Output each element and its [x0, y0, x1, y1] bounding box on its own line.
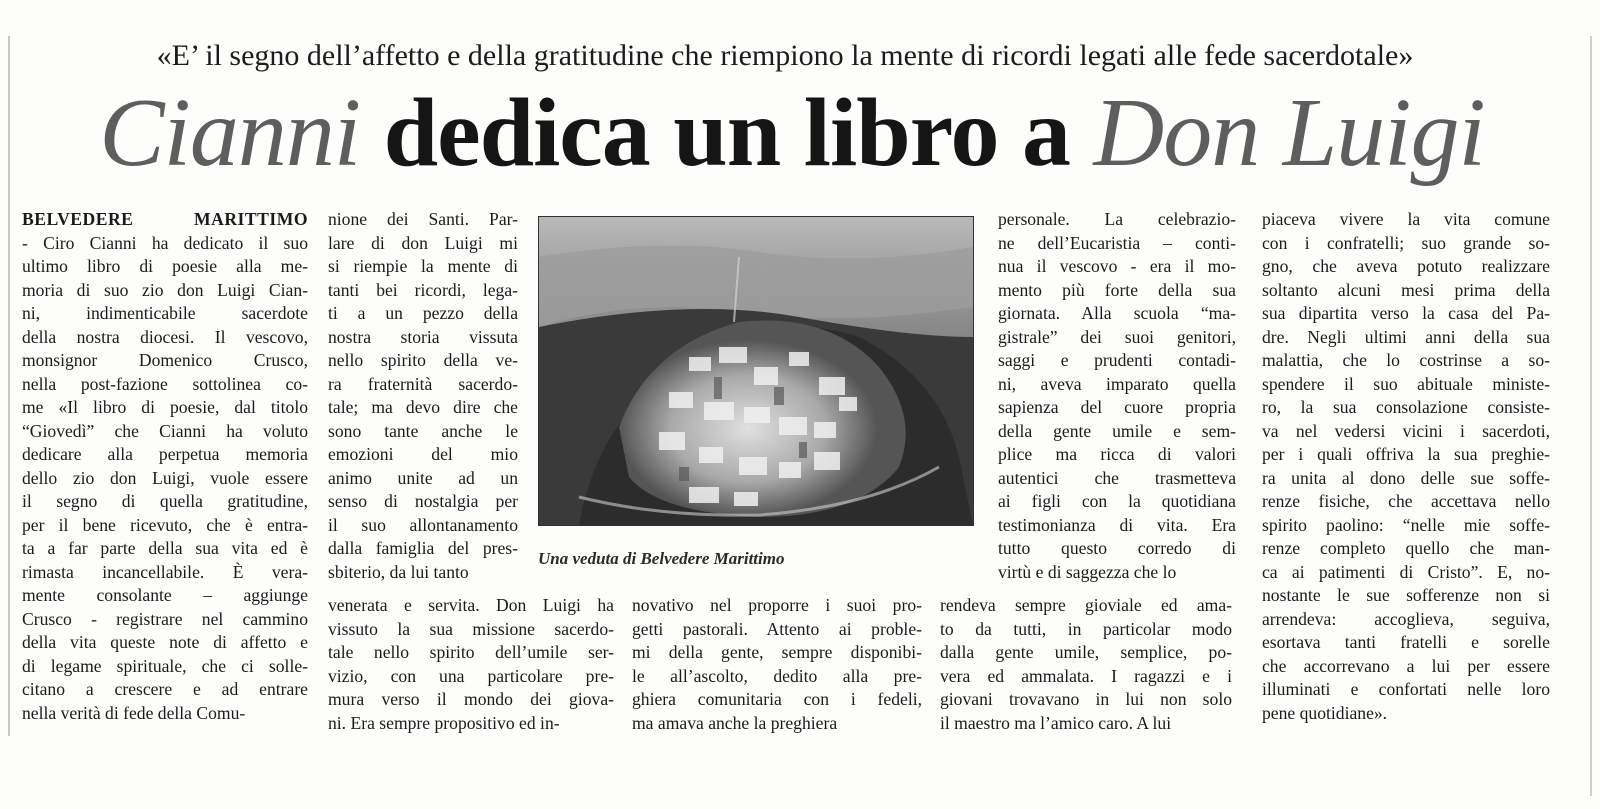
text-line: dedicare alla perpetua memoria: [22, 444, 308, 464]
text-line: il maestro ma l’amico caro. A lui: [940, 712, 1172, 733]
text-line: ma amava anche la preghiera: [632, 712, 838, 733]
text-line: nione dei Santi. Par-: [328, 209, 518, 229]
text-line: tale nello spirito dell’umile ser-: [328, 642, 614, 662]
text-line: illuminati e confortati nelle loro: [1262, 679, 1550, 699]
text-line: ti a un pezzo della: [328, 303, 518, 323]
text-line: della vita queste note di affetto e: [22, 632, 308, 652]
text-line: getti pastorali. Attento ai proble-: [632, 618, 922, 639]
text-line: animo unite ad un: [328, 467, 518, 488]
text-line: lare di don Luigi mi: [328, 232, 518, 253]
text-line: dalla gente umile, semplice, po-: [940, 642, 1232, 662]
text-line: ai figli con la quotidiana: [998, 491, 1236, 511]
article-column-2-bottom: [328, 594, 614, 735]
text-line: di legame spirituale, che ci solle-: [22, 655, 308, 676]
article-column-3-bottom: [632, 594, 922, 735]
text-line: dalla famiglia del pres-: [328, 538, 518, 558]
text-line: rimasta incancellabile. È vera-: [22, 561, 308, 582]
article-column-4-top: [998, 208, 1236, 584]
text-line: ra fraternità sacerdo-: [328, 373, 518, 394]
text-line: della gente umile e sem-: [998, 420, 1236, 441]
text-line: senso di nostalgia per: [328, 491, 518, 511]
text-line: tale; ma devo dire che: [328, 397, 518, 417]
text-line: nello spirito della ve-: [328, 350, 518, 370]
text-line: malattia, che lo costrinse a so-: [1262, 350, 1550, 370]
town-photo-illustration: [539, 217, 973, 525]
text-line: il suo allontanamento: [328, 514, 518, 535]
clipping-left-edge: [8, 36, 10, 736]
text-line: esortava tanti fratelli e sorelle: [1262, 632, 1550, 652]
text-line: nostra storia vissuta: [328, 326, 518, 347]
text-line: gistrale” dei suoi genitori,: [998, 326, 1236, 347]
text-line: tutto questo corredo di: [998, 538, 1236, 558]
text-line: me «Il libro di poesie, dal titolo: [22, 397, 308, 417]
text-line: le all’ascolto, dedito alla pre-: [632, 665, 922, 686]
text-line: tanti bei ricordi, lega-: [328, 279, 518, 300]
text-line: vizio, con una particolare pre-: [328, 665, 614, 686]
text-line: il segno di quella gratitudine,: [22, 491, 308, 511]
text-line: ni. Era sempre propositivo ed in-: [328, 712, 560, 733]
text-line: arrendeva: accoglieva, seguiva,: [1262, 608, 1550, 629]
text-line: plice ma ricca di valori: [998, 444, 1236, 464]
text-line: giornata. Alla scuola “ma-: [998, 303, 1236, 323]
text-line: vera ed ammalata. I ragazzi e i: [940, 665, 1232, 686]
text-line: mura verso il mondo dei giova-: [328, 689, 614, 709]
text-line: soltanto alcuni mesi prima della: [1262, 279, 1550, 300]
text-line: to da tutti, in particolar modo: [940, 618, 1232, 639]
text-line: ghiera comunitaria con i fedeli,: [632, 689, 922, 709]
text-line: ta a far parte della sua vita ed è: [22, 538, 308, 558]
text-line: dre. Negli ultimi anni della sua: [1262, 326, 1550, 347]
photo-caption: Una veduta di Belvedere Marittimo: [538, 549, 785, 568]
text-line: - Ciro Cianni ha dedicato il suo: [22, 232, 308, 253]
text-line: vissuto la sua missione sacerdo-: [328, 618, 614, 639]
text-line: nostante le sue sofferenze non si: [1262, 585, 1550, 605]
text-line: sbiterio, da lui tanto: [328, 561, 469, 582]
headline-name-cianni: Cianni: [99, 79, 361, 187]
text-line: renze fisiche, che accettava nello: [1262, 491, 1550, 511]
clipping-right-edge: [1590, 36, 1592, 796]
text-line: venerata e servita. Don Luigi ha: [328, 595, 614, 615]
text-line: BELVEDERE MARITTIMO: [22, 209, 308, 229]
text-line: novativo nel proporre i suoi pro-: [632, 595, 922, 615]
headline-name-don-luigi: Don Luigi: [1093, 79, 1485, 187]
text-line: giovani trovavano in lui non solo: [940, 689, 1232, 709]
text-line: citano a crescere e ad entrare: [22, 679, 308, 699]
text-line: sua dipartita verso la casa del Pa-: [1262, 303, 1550, 323]
article-column-1: [22, 208, 308, 725]
text-line: virtù e di saggezza che lo: [998, 561, 1177, 582]
text-line: per il bene ricevuto, che è entra-: [22, 514, 308, 535]
article-kicker: «E’ il segno dell’affetto e della gratitudine che riempiono la mente di ricordi legati alle fede sacerdotale»: [156, 39, 1414, 72]
text-line: saggi e prudenti contadi-: [998, 350, 1236, 370]
text-line: sono tante anche le: [328, 420, 518, 441]
text-line: testimonianza di vita. Era: [998, 514, 1236, 535]
text-line: personale. La celebrazio-: [998, 209, 1236, 229]
text-line: ni, aveva imparato quella: [998, 373, 1236, 394]
aerial-town-photo: [538, 216, 974, 526]
article-column-2-top: [328, 208, 518, 584]
text-line: ne dell’Eucaristia – conti-: [998, 232, 1236, 253]
text-line: rendeva sempre gioviale ed ama-: [940, 595, 1232, 615]
text-line: gno, che aveva potuto realizzare: [1262, 256, 1550, 276]
text-line: mi della gente, sempre disponibi-: [632, 642, 922, 662]
text-line: spirito paolino: “nelle mie soffe-: [1262, 514, 1550, 535]
article-column-4-bottom: [940, 594, 1232, 735]
text-line: autentici che trasmetteva: [998, 467, 1236, 488]
article-headline: [14, 74, 1570, 192]
text-line: ra unita al dono delle sue soffe-: [1262, 467, 1550, 488]
text-line: sapienza del cuore propria: [998, 397, 1236, 417]
text-line: si riempie la mente di: [328, 256, 518, 276]
text-line: Crusco - registrare nel cammino: [22, 608, 308, 629]
text-line: piaceva vivere la vita comune: [1262, 209, 1550, 229]
text-line: ro, la sua consolazione consiste-: [1262, 397, 1550, 417]
text-line: “Giovedì” che Cianni ha voluto: [22, 420, 308, 441]
headline-middle: dedica un libro a: [360, 79, 1094, 187]
text-line: renze completo quello che man-: [1262, 538, 1550, 558]
article-column-5: [1262, 208, 1550, 725]
text-line: monsignor Domenico Crusco,: [22, 350, 308, 370]
text-line: della nostra diocesi. Il vescovo,: [22, 326, 308, 347]
text-line: spendere il suo abituale ministe-: [1262, 373, 1550, 394]
text-line: nella verità di fede della Comu-: [22, 702, 246, 723]
text-line: che accorrevano a lui per essere: [1262, 655, 1550, 676]
text-line: ni, indimenticabile sacerdote: [22, 303, 308, 323]
text-line: dello zio don Luigi, vuole essere: [22, 467, 308, 488]
text-line: ultimo libro di poesie alla me-: [22, 256, 308, 276]
text-line: ca ai patimenti di Cristo”. E, no-: [1262, 561, 1550, 582]
text-line: mento più forte della sua: [998, 279, 1236, 300]
text-line: nella post-fazione sottolinea co-: [22, 373, 308, 394]
text-line: va nel vedersi vicini i sacerdoti,: [1262, 420, 1550, 441]
text-line: per i quali offriva la sua preghie-: [1262, 444, 1550, 464]
text-line: moria di suo zio don Luigi Cian-: [22, 279, 308, 300]
text-line: nua il vescovo - era il mo-: [998, 256, 1236, 276]
text-line: mente consolante – aggiunge: [22, 585, 308, 605]
text-line: con i confratelli; suo grande so-: [1262, 232, 1550, 253]
text-line: pene quotidiane».: [1262, 702, 1388, 723]
text-line: emozioni del mio: [328, 444, 518, 464]
